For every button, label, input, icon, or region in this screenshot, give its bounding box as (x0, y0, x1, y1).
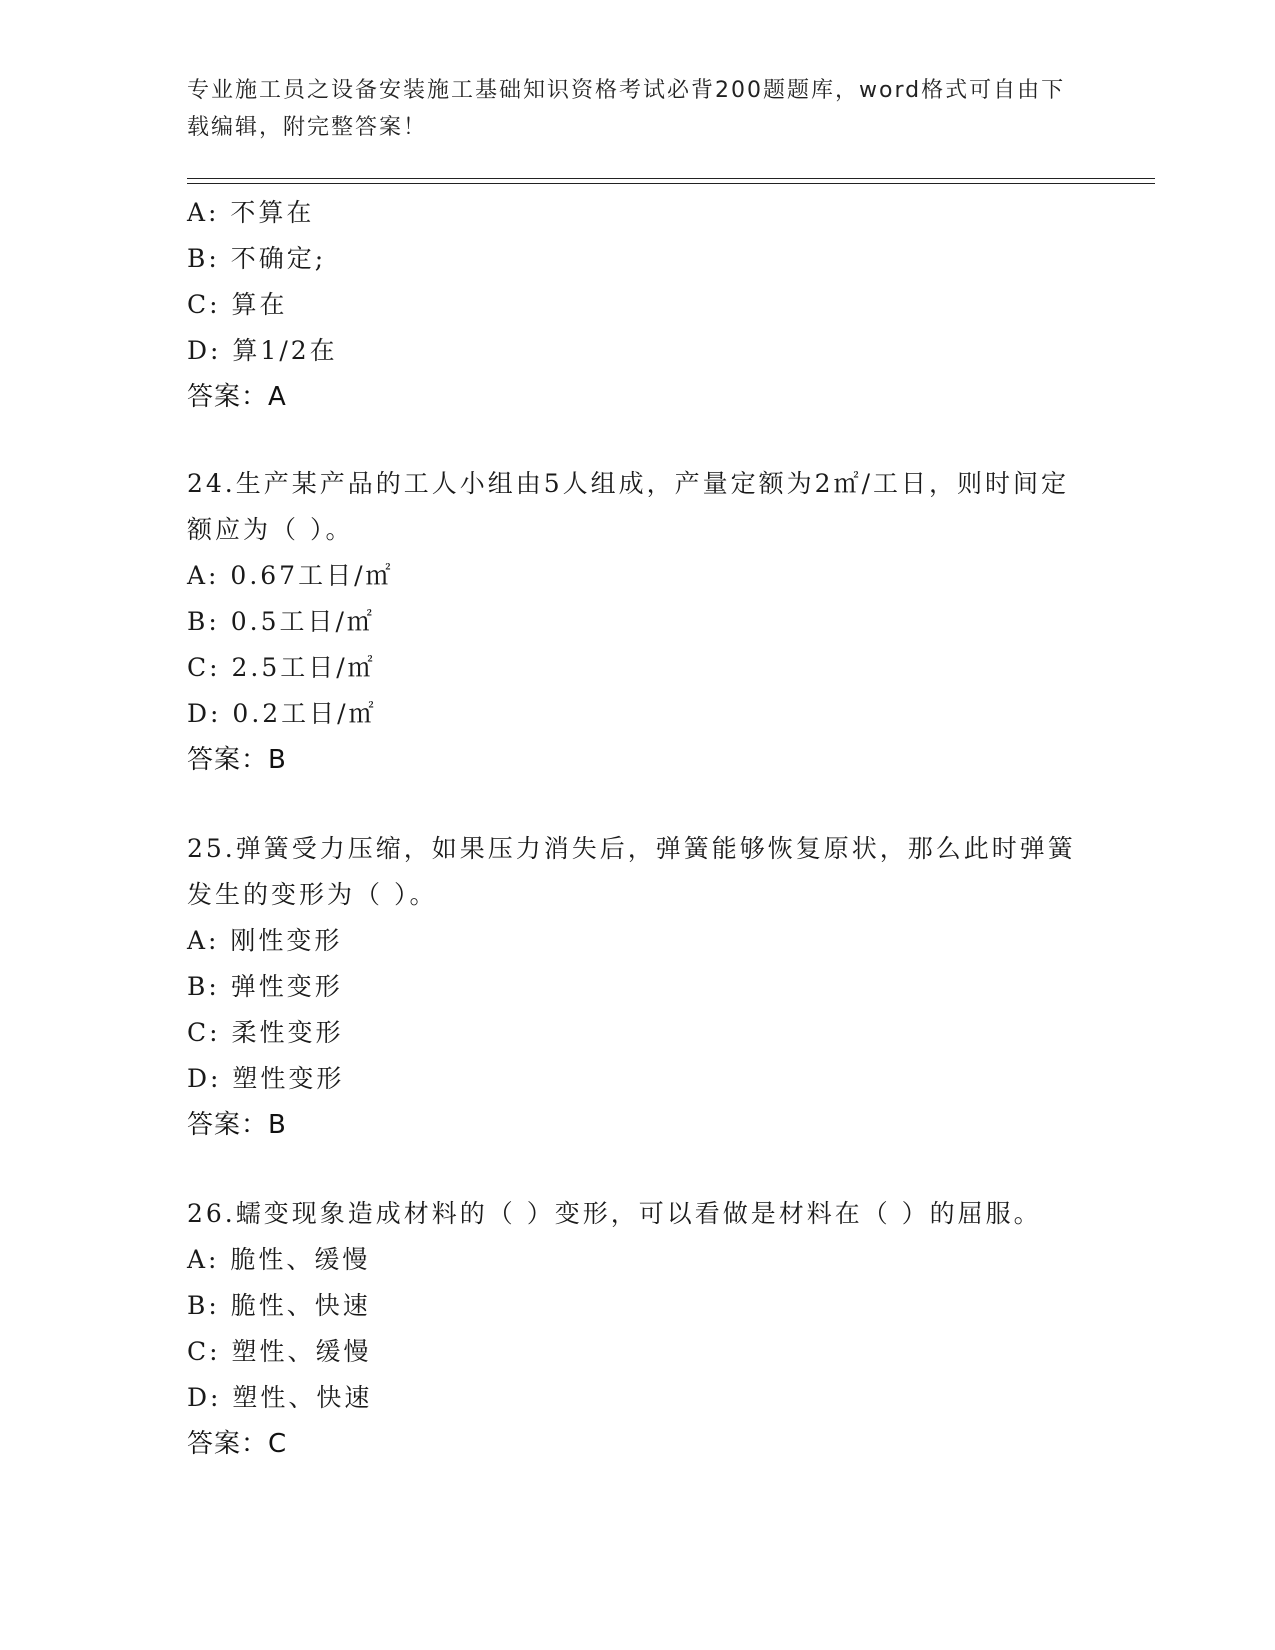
option-d: D: 0.2工日/㎡ (187, 699, 377, 728)
document-header: 专业施工员之设备安装施工基础知识资格考试必背200题题库，word格式可自由下载编辑，附完整答案！ (187, 78, 1066, 140)
answer-line: 答案：C (187, 1429, 288, 1459)
header-divider-top (187, 178, 1155, 179)
option-a: A: 0.67工日/㎡ (187, 561, 394, 590)
option-d: D: 塑性变形 (187, 1064, 345, 1093)
option-b: B: 0.5工日/㎡ (187, 607, 375, 636)
option-d: D: 塑性、快速 (187, 1383, 373, 1412)
question-25 (187, 826, 1087, 1148)
header-divider-bottom (187, 183, 1155, 184)
option-a: A: 刚性变形 (187, 926, 343, 955)
question-text: 25.弹簧受力压缩，如果压力消失后，弹簧能够恢复原状，那么此时弹簧发生的变形为（ ）。 (187, 834, 1076, 909)
option-c: C: 塑性、缓慢 (187, 1337, 372, 1366)
option-c: C: 算在 (187, 290, 288, 319)
option-a: A: 脆性、缓慢 (187, 1245, 371, 1274)
answer-line: 答案：B (187, 745, 287, 775)
option-b: B: 脆性、快速 (187, 1291, 371, 1320)
answer-line: 答案：B (187, 1110, 287, 1140)
option-c: C: 2.5工日/㎡ (187, 653, 376, 682)
answer-line: 答案：A (187, 382, 287, 412)
option-a: A: 不算在 (187, 198, 315, 227)
question-text: 26.蠕变现象造成材料的（ ）变形，可以看做是材料在（ ）的屈服。 (187, 1199, 1042, 1228)
option-d: D: 算1/2在 (187, 336, 338, 365)
question-text: 24.生产某产品的工人小组由5人组成，产量定额为2㎡/工日，则时间定额应为（ ）。 (187, 469, 1069, 544)
question-23-tail (187, 190, 1087, 420)
question-26 (187, 1191, 1087, 1467)
option-c: C: 柔性变形 (187, 1018, 344, 1047)
question-24 (187, 461, 1087, 783)
option-b: B: 不确定; (187, 244, 327, 273)
option-b: B: 弹性变形 (187, 972, 343, 1001)
